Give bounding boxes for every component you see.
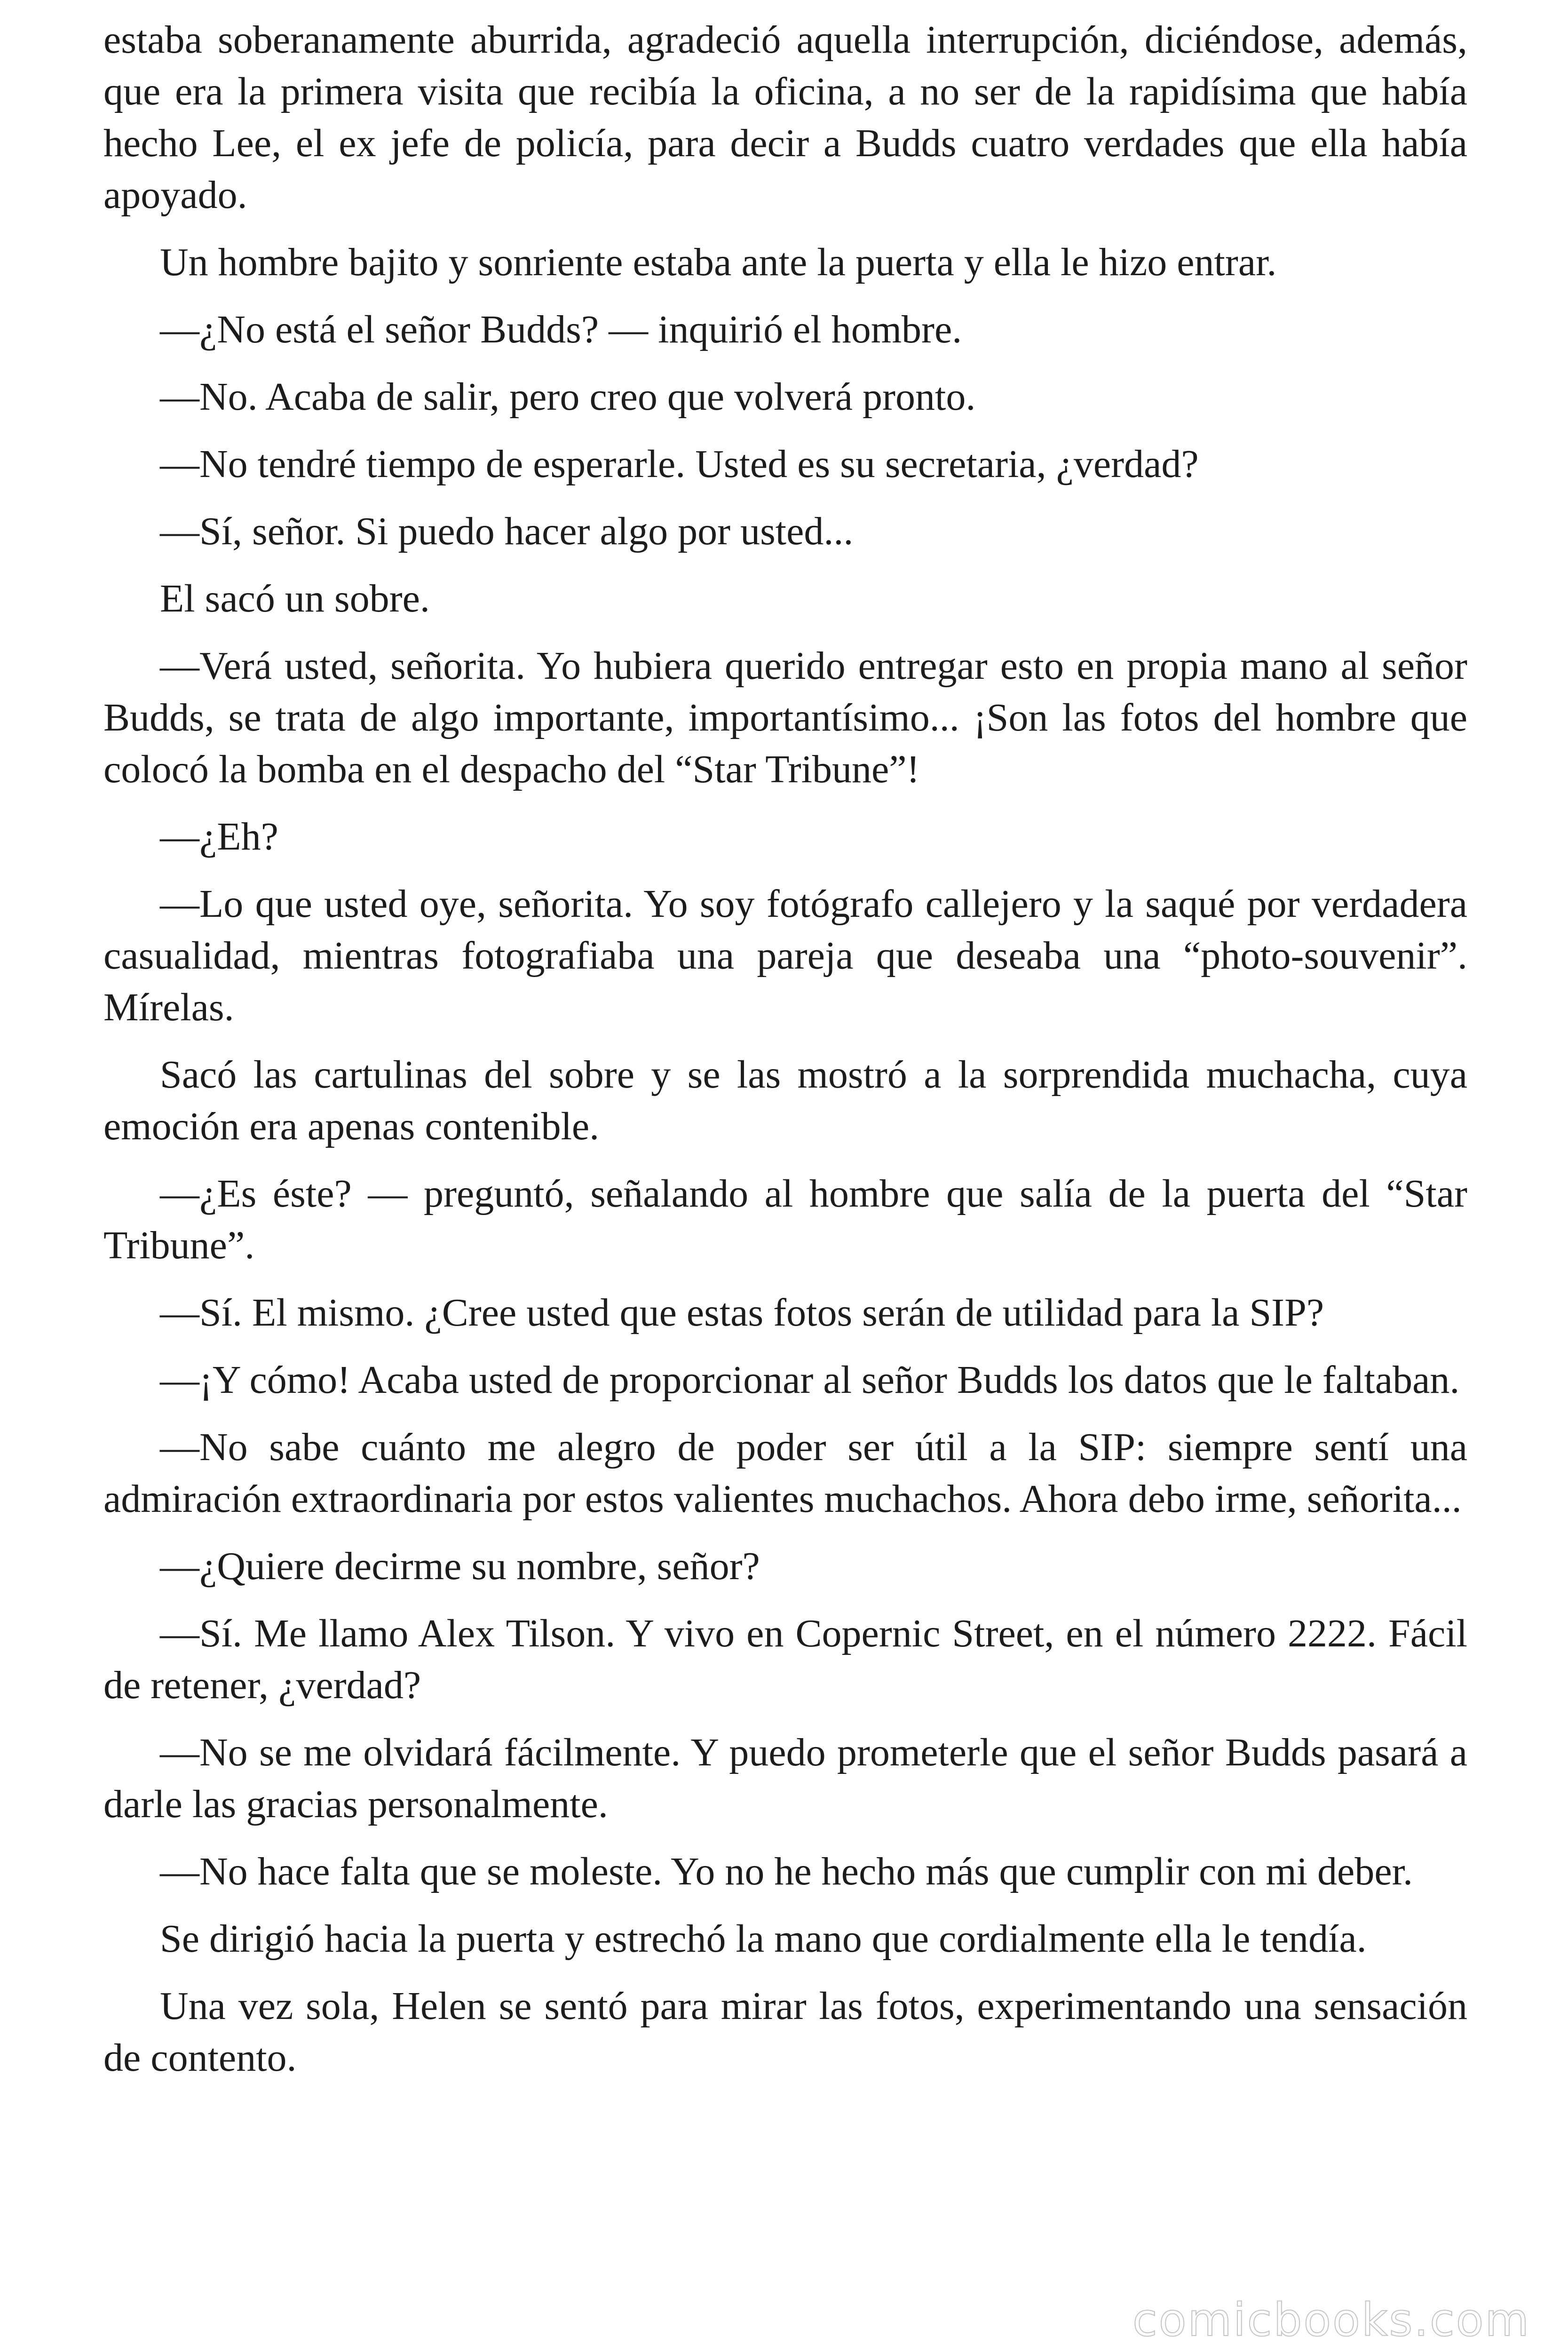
paragraph-2: Un hombre bajito y sonriente estaba ante la puerta y ella le hizo entrar. [160,240,1277,284]
paragraph-10: —Lo que usted oye, señorita. Yo soy fotógrafo callejero y la saqué por verdadera casualidad, mientras fotografiaba una pareja que deseaba una “photo-souvenir”. Mírelas. [103,882,1467,1029]
paragraph-6: —Sí, señor. Si puedo hacer algo por usted... [160,509,854,553]
paragraph-9: —¿Eh? [160,815,278,858]
paragraph-13: —Sí. El mismo. ¿Cree usted que estas fotos serán de utilidad para la SIP? [160,1291,1324,1335]
watermark-text: comicbooks.com [1132,2294,1530,2346]
paragraph-21: Una vez sola, Helen se sentó para mirar las fotos, experimentando una sensación de contento. [103,1984,1467,2080]
paragraph-7: El sacó un sobre. [160,577,430,620]
paragraph-11: Sacó las cartulinas del sobre y se las mostró a la sorprendida muchacha, cuya emoción era apenas contenible. [103,1053,1467,1148]
paragraph-8: —Verá usted, señorita. Yo hubiera querido entregar esto en propia mano al señor Budds, se trata de algo importante, importantísimo... ¡Son las fotos del hombre que colocó la bomba en el despacho del “Star Tribune”! [103,644,1467,791]
paragraph-17: —Sí. Me llamo Alex Tilson. Y vivo en Copernic Street, en el número 2222. Fácil de retener, ¿verdad? [103,1612,1467,1707]
paragraph-3: —¿No está el señor Budds? — inquirió el hombre. [160,308,962,351]
paragraph-19: —No hace falta que se moleste. Yo no he hecho más que cumplir con mi deber. [160,1850,1413,1893]
paragraph-12: —¿Es éste? — preguntó, señalando al hombre que salía de la puerta del “Star Tribune”. [103,1172,1467,1267]
paragraph-4: —No. Acaba de salir, pero creo que volverá pronto. [160,375,976,419]
paragraph-5: —No tendré tiempo de esperarle. Usted es su secretaria, ¿verdad? [160,442,1199,486]
paragraph-16: —¿Quiere decirme su nombre, señor? [160,1544,760,1588]
paragraph-20: Se dirigió hacia la puerta y estrechó la mano que cordialmente ella le tendía. [160,1917,1367,1961]
paragraph-1: estaba soberanamente aburrida, agradeció aquella interrupción, diciéndose, además, que era la primera visita que recibía la oficina, a no ser de la rapidísima que había hecho Lee, el ex jefe de policía, para decir a Budds cuatro verdades que ella había apoyado. [103,18,1467,217]
paragraph-18: —No se me olvidará fácilmente. Y puedo prometerle que el señor Budds pasará a darle las gracias personalmente. [103,1731,1467,1826]
document-page [103,14,1467,2099]
paragraph-15: —No sabe cuánto me alegro de poder ser útil a la SIP: siempre sentí una admiración extraordinaria por estos valientes muchachos. Ahora debo irme, señorita... [103,1425,1467,1521]
paragraph-14: —¡Y cómo! Acaba usted de proporcionar al señor Budds los datos que le faltaban. [160,1358,1460,1402]
